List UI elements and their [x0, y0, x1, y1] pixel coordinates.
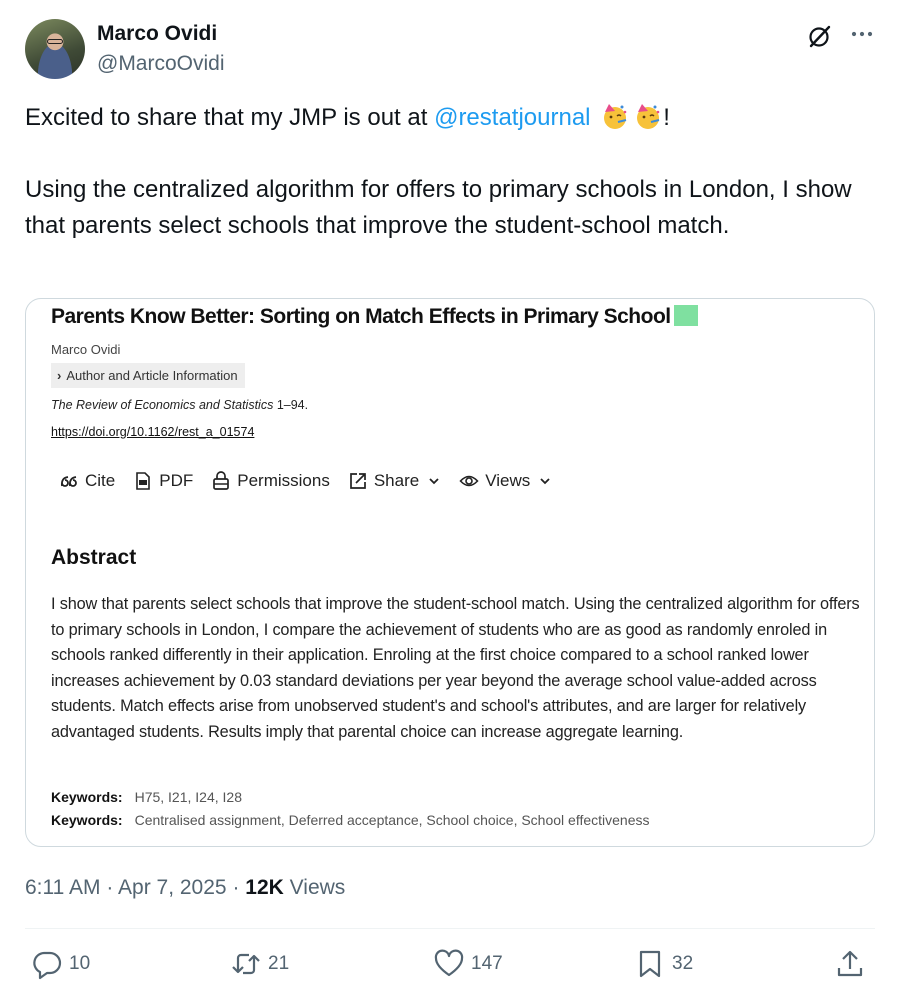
paper-author: Marco Ovidi: [51, 342, 121, 357]
pdf-button[interactable]: [133, 471, 193, 491]
author-handle[interactable]: @MarcoOvidi: [97, 52, 225, 75]
permissions-button[interactable]: [211, 471, 330, 491]
share-upload-icon[interactable]: [834, 948, 866, 980]
party-face-emoji: [633, 101, 663, 131]
share-label: Share: [373, 471, 420, 490]
share-dropdown[interactable]: [348, 471, 441, 491]
tweet-line-1-prefix: Excited to share that my JMP is out at: [25, 104, 435, 131]
tweet-time[interactable]: 6:11 AM: [25, 876, 101, 899]
chevron-right-icon: ›: [57, 368, 62, 383]
views-label: Views: [485, 471, 531, 490]
permissions-icon: [211, 471, 231, 491]
repost-count: 21: [268, 953, 290, 974]
keywords-row-jel: [51, 789, 242, 805]
share-icon: [348, 471, 368, 491]
pdf-icon: [133, 471, 153, 491]
highlight-square: [674, 305, 698, 326]
author-info-label: Author and Article Information: [66, 368, 238, 383]
keywords-row-topics: [51, 812, 650, 828]
bookmark-count: 32: [672, 953, 694, 974]
tweet-text: [25, 100, 875, 244]
author-name[interactable]: Marco Ovidi: [97, 22, 218, 45]
abstract-heading: Abstract: [51, 546, 137, 569]
repost-button[interactable]: [230, 948, 289, 980]
paper-title: [51, 305, 698, 329]
views-text: Views: [289, 876, 346, 899]
tweet-line-1-suffix: !: [663, 104, 670, 131]
bookmark-icon: [634, 948, 666, 980]
cite-icon: [59, 471, 79, 491]
retweet-icon: [230, 948, 262, 980]
abstract-text: I show that parents select schools that improve the student-school match. Using the centralized algorithm for offers to primary schools in London, I compare the achievement of students who are as good as randomly enroled in schools ranked differently in their application. Enroling at the first choice compared to a school ranked lower increases achievement by 0.03 standard deviations per year beyond the average school value-added across students. Match effects arise from unobserved student's and school's attributes, and are larger for relatively advantaged students. Results imply that parental choice can increase aggregate learning.: [51, 595, 860, 741]
journal-name: The Review of Economics and Statistics: [51, 398, 274, 412]
tweet-meta: 6:11 AM · Apr 7, 2025 · 12K Views: [25, 876, 346, 899]
mention-link[interactable]: @restatjournal: [434, 104, 591, 131]
views-eye-icon: [459, 471, 479, 491]
tweet-date[interactable]: Apr 7, 2025: [118, 876, 227, 899]
grok-icon[interactable]: [806, 22, 834, 50]
more-icon[interactable]: [848, 22, 876, 50]
permissions-label: Permissions: [237, 471, 330, 490]
author-info-toggle[interactable]: [51, 363, 245, 388]
cite-button[interactable]: [59, 471, 115, 491]
party-face-emoji: [600, 101, 630, 131]
reply-button[interactable]: [31, 948, 90, 980]
like-count: 147: [471, 953, 503, 974]
paper-actions: [59, 471, 570, 491]
tweet-paragraph-2: Using the centralized algorithm for offers to primary schools in London, I show that parents select schools that improve the student-school match.: [25, 176, 852, 239]
avatar-glasses: [47, 39, 63, 44]
pdf-label: PDF: [159, 471, 194, 490]
keywords-label: Keywords:: [51, 812, 123, 828]
views-count: 12K: [245, 876, 284, 899]
divider: [25, 928, 875, 929]
reply-count: 10: [69, 953, 91, 974]
reply-icon: [31, 948, 63, 980]
keywords-value[interactable]: Centralised assignment, Deferred acceptance, School choice, School effectiveness: [134, 812, 650, 828]
journal-citation: [51, 398, 308, 412]
tweet-line-1: [25, 100, 875, 136]
like-button[interactable]: [433, 948, 503, 980]
like-icon: [433, 948, 465, 980]
doi-link[interactable]: https://doi.org/10.1162/rest_a_01574: [51, 425, 255, 439]
cite-label: Cite: [85, 471, 116, 490]
chevron-down-icon: [538, 474, 552, 488]
journal-pages: 1–94.: [276, 398, 309, 412]
views-dropdown[interactable]: [459, 471, 552, 491]
paper-title-text: Parents Know Better: Sorting on Match Effects in Primary School: [51, 305, 671, 328]
chevron-down-icon: [427, 474, 441, 488]
keywords-label: Keywords:: [51, 789, 123, 805]
bookmark-button[interactable]: [634, 948, 693, 980]
avatar[interactable]: [25, 19, 85, 79]
keywords-value[interactable]: H75, I21, I24, I28: [134, 789, 242, 805]
paper-card[interactable]: [25, 298, 875, 847]
